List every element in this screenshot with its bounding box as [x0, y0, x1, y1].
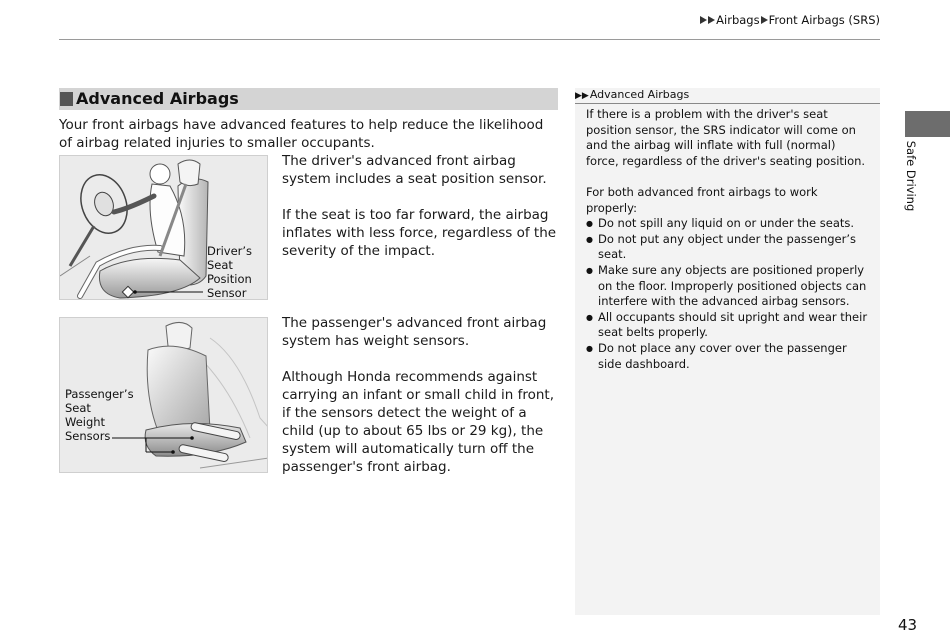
page-number: 43	[898, 616, 918, 634]
side-note-panel	[575, 88, 880, 615]
driver-seat-figure	[59, 155, 268, 300]
header-divider	[59, 39, 880, 40]
driver-paragraph-1: The driver's advanced front airbag system includes a seat position sensor.	[282, 153, 547, 187]
driver-sensor-label: Driver’s Seat Position Sensor	[207, 244, 253, 300]
side-note-list	[586, 216, 871, 372]
square-icon	[60, 92, 73, 106]
breadcrumb	[700, 13, 880, 27]
side-note-paragraph-1: If there is a problem with the driver's seat position sensor, the SRS indicator will come on and the airbag will inflate with full (normal) force, regardless of the driver's seating position.	[586, 107, 866, 168]
breadcrumb-item-front-airbags[interactable]: Front Airbags (SRS)	[768, 13, 880, 27]
side-note-title: Advanced Airbags	[589, 88, 690, 101]
right-triangle-icon	[761, 16, 768, 24]
right-triangle-icon	[700, 16, 707, 24]
section-title: Advanced Airbags	[76, 89, 239, 108]
passenger-sensor-label: Passenger’s Seat Weight Sensors	[65, 387, 134, 443]
side-note-body	[586, 107, 871, 372]
chapter-tab-label[interactable]: Safe Driving	[904, 140, 918, 212]
chapter-tab[interactable]	[905, 111, 950, 137]
breadcrumb-item-airbags[interactable]: Airbags	[716, 13, 760, 27]
right-triangle-icon	[708, 16, 715, 24]
passenger-paragraph-2: Although Honda recommends against carrying an infant or small child in front, if the sensors detect the weight of a child (up to about 65 lbs or 29 kg), the system will automatically turn off the passenger's front airbag.	[282, 369, 555, 475]
driver-paragraph-2: If the seat is too far forward, the airbag inflates with less force, regardless of the severity of the impact.	[282, 207, 557, 259]
side-note-paragraph-2: For both advanced front airbags to work properly:	[586, 184, 818, 215]
side-note-header	[575, 88, 880, 104]
list-item: ● Do not spill any liquid on or under the seats.	[586, 216, 871, 232]
section-header	[59, 88, 558, 110]
list-item: ● Do not put any object under the passenger’s seat.	[586, 232, 871, 263]
intro-paragraph: Your front airbags have advanced features to help reduce the likelihood of airbag related injuries to smaller occupants.	[59, 117, 544, 151]
list-item: ● Make sure any objects are positioned properly on the floor. Improperly positioned objects can interfere with the advanced airbag sensors.	[586, 263, 871, 310]
list-item: ● Do not place any cover over the passenger side dashboard.	[586, 341, 871, 372]
double-chevron-icon: ▶▶	[575, 91, 589, 101]
list-item: ● All occupants should sit upright and wear their seat belts properly.	[586, 310, 871, 341]
passenger-paragraph-1: The passenger's advanced front airbag system has weight sensors.	[282, 315, 547, 349]
passenger-seat-figure	[59, 317, 268, 473]
